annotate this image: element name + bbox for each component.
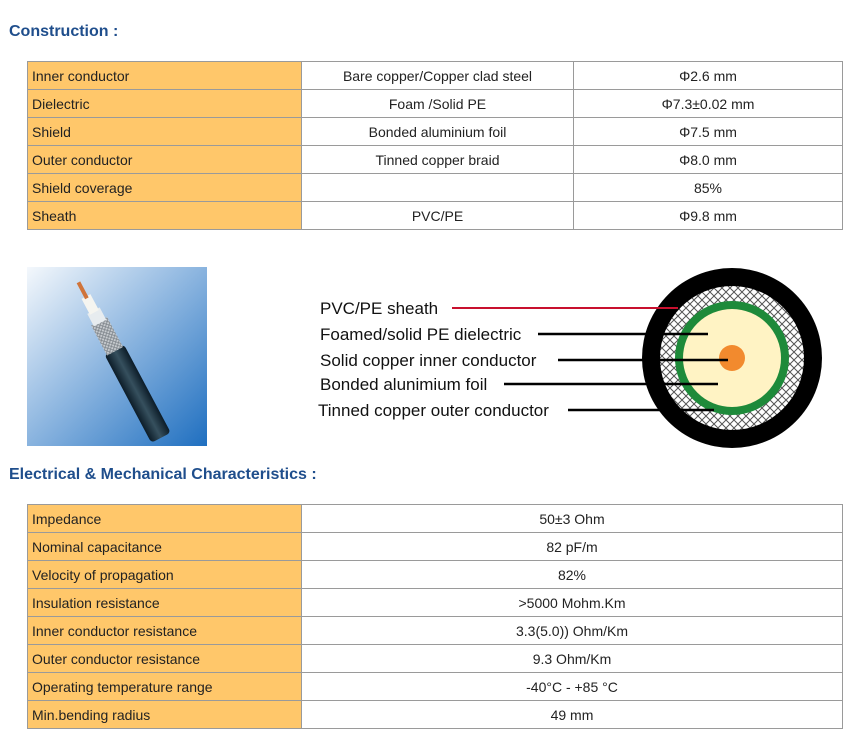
row-material: Bonded aluminium foil bbox=[302, 118, 574, 146]
row-value: Φ9.8 mm bbox=[574, 202, 843, 230]
inner-conductor-dot bbox=[719, 345, 745, 371]
dielectric-label: Foamed/solid PE dielectric bbox=[320, 325, 522, 344]
row-label: Dielectric bbox=[28, 90, 302, 118]
table-row bbox=[28, 146, 843, 174]
row-value: >5000 Mohm.Km bbox=[302, 589, 843, 617]
row-value: -40°C - +85 °C bbox=[302, 673, 843, 701]
row-material: Tinned copper braid bbox=[302, 146, 574, 174]
table-row bbox=[28, 533, 843, 561]
row-value: 50±3 Ohm bbox=[302, 505, 843, 533]
construction-heading: Construction : bbox=[9, 23, 119, 40]
table-row bbox=[28, 90, 843, 118]
row-value: Φ2.6 mm bbox=[574, 62, 843, 90]
row-label: Inner conductor bbox=[28, 62, 302, 90]
row-label: Impedance bbox=[28, 505, 302, 533]
row-label: Shield coverage bbox=[28, 174, 302, 202]
row-label: Outer conductor bbox=[28, 146, 302, 174]
row-material: Bare copper/Copper clad steel bbox=[302, 62, 574, 90]
construction-table bbox=[27, 61, 843, 230]
row-label: Inner conductor resistance bbox=[28, 617, 302, 645]
row-label: Sheath bbox=[28, 202, 302, 230]
row-material: Foam /Solid PE bbox=[302, 90, 574, 118]
table-row bbox=[28, 202, 843, 230]
foil-label: Bonded alunimium foil bbox=[320, 375, 488, 394]
row-value: 85% bbox=[574, 174, 843, 202]
row-material bbox=[302, 174, 574, 202]
cable-photo bbox=[27, 267, 207, 446]
electrical-heading: Electrical & Mechanical Characteristics : bbox=[9, 466, 317, 483]
row-label: Min.bending radius bbox=[28, 701, 302, 729]
sheath-label: PVC/PE sheath bbox=[320, 299, 439, 318]
row-label: Operating temperature range bbox=[28, 673, 302, 701]
row-value: Φ8.0 mm bbox=[574, 146, 843, 174]
row-value: 82% bbox=[302, 561, 843, 589]
cable-cross-section-diagram bbox=[310, 268, 840, 448]
row-label: Nominal capacitance bbox=[28, 533, 302, 561]
row-value: 9.3 Ohm/Km bbox=[302, 645, 843, 673]
table-row bbox=[28, 645, 843, 673]
electrical-table bbox=[27, 504, 843, 729]
table-row bbox=[28, 505, 843, 533]
outer-conductor-label: Tinned copper outer conductor bbox=[318, 401, 549, 420]
table-row bbox=[28, 617, 843, 645]
table-row bbox=[28, 701, 843, 729]
row-label: Shield bbox=[28, 118, 302, 146]
table-row bbox=[28, 118, 843, 146]
row-value: Φ7.5 mm bbox=[574, 118, 843, 146]
row-value: 49 mm bbox=[302, 701, 843, 729]
row-value: 3.3(5.0)) Ohm/Km bbox=[302, 617, 843, 645]
table-row bbox=[28, 62, 843, 90]
row-value: Φ7.3±0.02 mm bbox=[574, 90, 843, 118]
row-label: Velocity of propagation bbox=[28, 561, 302, 589]
table-row bbox=[28, 561, 843, 589]
table-row bbox=[28, 589, 843, 617]
row-label: Insulation resistance bbox=[28, 589, 302, 617]
inner-conductor-label: Solid copper inner conductor bbox=[320, 351, 537, 370]
table-row bbox=[28, 673, 843, 701]
row-material: PVC/PE bbox=[302, 202, 574, 230]
row-label: Outer conductor resistance bbox=[28, 645, 302, 673]
row-value: 82 pF/m bbox=[302, 533, 843, 561]
table-row bbox=[28, 174, 843, 202]
